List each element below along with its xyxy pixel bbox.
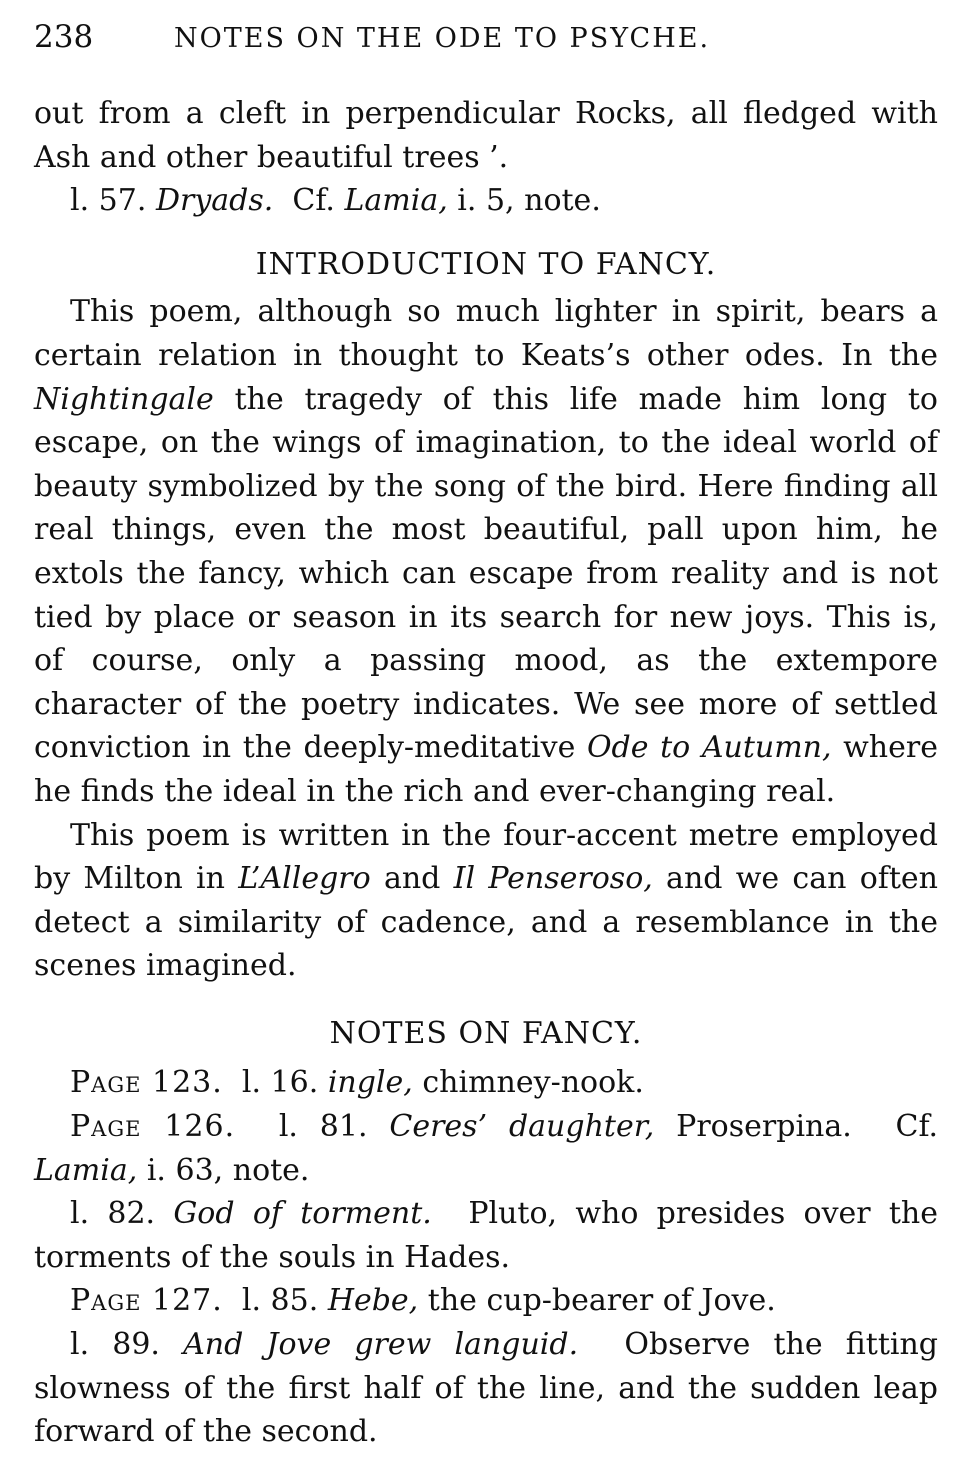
intro-p1-text-c: where he finds the ideal in the rich and ever-changing real. xyxy=(34,730,938,809)
intro-p1-text-b: the tragedy of this life made him long to escape, on the wings of imagination, to the ideal world of beauty symbolized by the song of the bird. Here finding all real things, even the most beautiful, pall upon him, he extols the fancy, which can escape from reality and is not tied by place or season in its search for new joys. This is, of course, only a passing mood, as the extempore character of the poetry indicates. We see more of settled conviction in the deeply-meditative xyxy=(34,381,938,766)
note-gloss: Proserpina. xyxy=(676,1109,852,1145)
note-term: Hebe, xyxy=(327,1283,419,1319)
note-tail: i. 63, note. xyxy=(146,1152,310,1188)
note-gloss: chimney-nook. xyxy=(422,1065,644,1101)
intro-p2-and: and xyxy=(370,861,454,897)
running-head xyxy=(34,14,938,60)
continuation-text: out from a cleft in perpendicular Rocks, all fledged with Ash and other beautiful trees ’. xyxy=(34,96,938,175)
note-gloss: Pluto, who presides over the torments of the souls in Hades. xyxy=(34,1196,938,1275)
fancy-note-2 xyxy=(34,1105,938,1192)
fancy-note-3 xyxy=(34,1192,938,1279)
note-line-ref: l. 82. xyxy=(70,1196,156,1232)
note-line-ref: l. 81. xyxy=(278,1109,368,1145)
psyche-note-57 xyxy=(34,179,938,223)
ode-to-autumn-title: Ode to Autumn, xyxy=(586,730,832,766)
introduction-heading: INTRODUCTION TO FANCY. xyxy=(255,246,717,282)
note-term: Ceres’ daughter, xyxy=(389,1109,655,1145)
book-page xyxy=(34,14,938,1454)
note-line-ref: l. 85. xyxy=(241,1283,319,1319)
running-title: NOTES ON THE ODE TO PSYCHE. xyxy=(174,23,711,54)
page-ref: Page 123. xyxy=(70,1065,223,1101)
fancy-note-4 xyxy=(34,1279,938,1323)
page-ref: Page 127. xyxy=(70,1283,223,1319)
note-line-ref: l. 16. xyxy=(241,1065,319,1101)
allegro-title: L’Allegro xyxy=(238,861,371,897)
note-term: Dryads. xyxy=(155,183,274,219)
page-ref: Page 126. xyxy=(70,1109,236,1145)
fancy-note-1 xyxy=(34,1061,938,1105)
nightingale-title: Nightingale xyxy=(34,381,214,417)
intro-p1-text-a: This poem, although so much lighter in spirit, bears a certain relation in thought to Keats’s other odes. In the xyxy=(34,294,938,373)
note-tail: i. 5, note. xyxy=(457,183,601,219)
page-number: 238 xyxy=(34,19,94,55)
note-cf-title: Lamia, xyxy=(344,183,448,219)
note-cf: Cf. xyxy=(895,1109,939,1145)
notes-on-fancy-heading: NOTES ON FANCY. xyxy=(329,1015,643,1051)
introduction-paragraph-1 xyxy=(34,290,938,813)
note-term: God of torment. xyxy=(173,1196,432,1232)
fancy-note-5 xyxy=(34,1323,938,1454)
note-gloss: Observe the fitting slowness of the first half of the line, and the sudden leap forward of the second. xyxy=(34,1327,938,1450)
note-line-ref: l. 89. xyxy=(70,1327,160,1363)
note-cf: Cf. xyxy=(292,183,335,219)
intro-p2-text-a: This poem is written in the four-accent metre employed by Milton in xyxy=(34,817,938,897)
note-term: ingle, xyxy=(327,1065,413,1101)
note-term: And Jove grew languid. xyxy=(183,1327,579,1363)
intro-p2-text-b: and we can often detect a similarity of cadence, and a resemblance in the scenes imagined. xyxy=(34,861,938,984)
note-line-ref: l. 57. xyxy=(70,183,147,219)
psyche-note-continuation xyxy=(34,92,938,179)
introduction-paragraph-2 xyxy=(34,814,938,988)
penseroso-title: Il Penseroso, xyxy=(453,861,653,897)
note-gloss: the cup-bearer of Jove. xyxy=(427,1283,776,1319)
note-cf-title: Lamia, xyxy=(34,1152,138,1188)
